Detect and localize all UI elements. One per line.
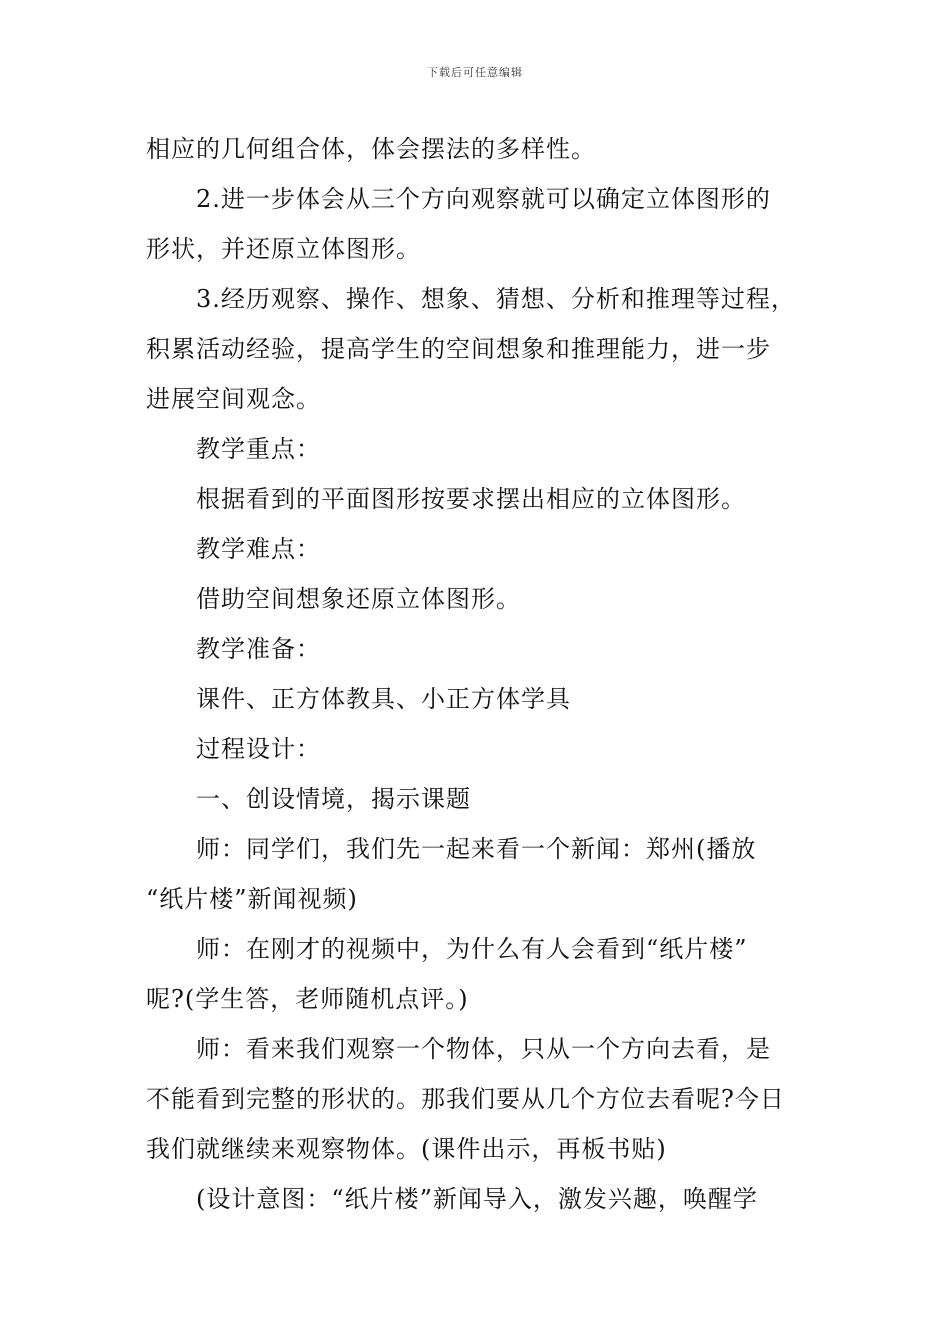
- document-body: [146, 124, 814, 1224]
- text-line: 2.进一步体会从三个方向观察就可以确定立体图形的: [196, 185, 771, 213]
- section-heading: 教学准备：: [196, 635, 321, 663]
- section-heading: 教学重点：: [196, 435, 321, 463]
- section-heading: 过程设计：: [196, 735, 321, 763]
- text-line: 师：在刚才的视频中，为什么有人会看到“纸片楼”: [196, 935, 748, 963]
- section-heading: 教学难点：: [196, 535, 321, 563]
- text-line: 3.经历观察、操作、想象、猜想、分析和推理等过程，: [196, 285, 796, 313]
- text-line: 师：同学们，我们先一起来看一个新闻：郑州(播放: [196, 835, 757, 863]
- section-heading: 一、创设情境，揭示课题: [196, 785, 471, 813]
- text-line: 借助空间想象还原立体图形。: [196, 585, 521, 613]
- text-line: 师：看来我们观察一个物体，只从一个方向去看，是: [196, 1035, 771, 1063]
- text-line: 我们就继续来观察物体。(课件出示，再板书贴): [146, 1135, 667, 1163]
- text-line: 课件、正方体教具、小正方体学具: [196, 685, 571, 713]
- text-line: 积累活动经验，提高学生的空间想象和推理能力，进一步: [146, 335, 771, 363]
- text-line: “纸片楼”新闻视频): [146, 885, 358, 913]
- text-line: (设计意图：“纸片楼”新闻导入，激发兴趣，唤醒学: [196, 1185, 758, 1213]
- text-line: 相应的几何组合体，体会摆法的多样性。: [146, 135, 596, 163]
- text-line: 呢?(学生答，老师随机点评。): [146, 985, 469, 1013]
- text-line: 进展空间观念。: [146, 385, 321, 413]
- text-line: 形状，并还原立体图形。: [146, 235, 421, 263]
- page-header: 下载后可任意编辑: [427, 66, 523, 79]
- text-line: 根据看到的平面图形按要求摆出相应的立体图形。: [196, 485, 746, 513]
- text-line: 不能看到完整的形状的。那我们要从几个方位去看呢?今日: [146, 1085, 785, 1113]
